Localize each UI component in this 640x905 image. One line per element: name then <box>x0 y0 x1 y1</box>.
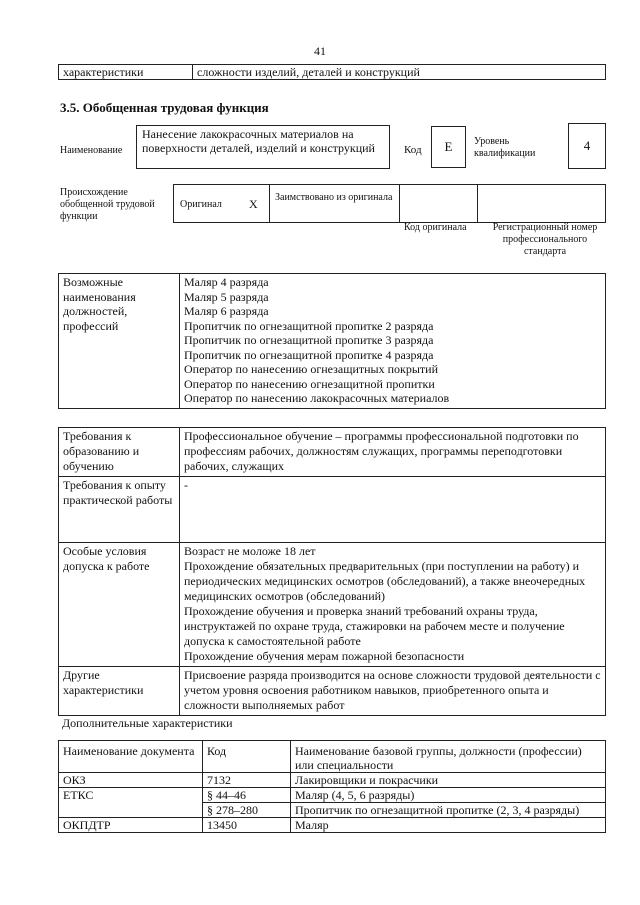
requirement-label: Другие характеристики <box>59 667 180 716</box>
row-label: характеристики <box>59 65 193 80</box>
requirement-value <box>180 428 606 477</box>
table-row <box>59 773 606 788</box>
cell-code: § 44–46 <box>203 788 291 803</box>
continuation-table <box>58 64 606 80</box>
positions-table <box>58 273 606 409</box>
requirement-line: Возраст не моложе 18 лет <box>184 544 316 558</box>
header-code: Код <box>203 741 291 773</box>
list-item: Пропитчик по огнезащитной пропитке 2 разряда <box>184 318 434 333</box>
header-name: Наименование базовой группы, должности (профессии) или специальности <box>291 741 606 773</box>
row-value: сложности изделий, деталей и конструкций <box>193 65 606 80</box>
header-doc: Наименование документа <box>59 741 203 773</box>
requirement-label: Особые условия допуска к работе <box>59 543 180 667</box>
table-row <box>59 741 606 773</box>
requirement-label: Требования к образованию и обучению <box>59 428 180 477</box>
level-value: 4 <box>568 123 606 169</box>
list-item: Маляр 4 разряда <box>184 275 269 289</box>
list-item: Маляр 5 разряда <box>184 289 269 304</box>
requirement-value <box>180 543 606 667</box>
positions-list <box>180 274 606 409</box>
positions-label: Возможные наименования должностей, профессий <box>59 274 180 409</box>
borrowed-label: Заимствовано из оригинала <box>275 192 393 203</box>
cell-code: § 278–280 <box>203 803 291 818</box>
cell-name: Лакировщики и покрасчики <box>291 773 606 788</box>
table-row <box>59 667 606 716</box>
list-item: Оператор по нанесению огнезащитной пропитки <box>184 376 435 391</box>
table-row <box>59 543 606 667</box>
section-title: 3.5. Обобщенная трудовая функция <box>60 100 269 115</box>
table-row <box>59 428 606 477</box>
cell-name: Маляр (4, 5, 6 разряды) <box>291 788 606 803</box>
requirement-line: Присвоение разряда производится на основе сложности трудовой деятельности с учетом уровня освоения работником навыков, приобретенного опыта и сложности выполняемых работ <box>184 668 601 712</box>
list-item: Пропитчик по огнезащитной пропитке 4 разряда <box>184 347 434 362</box>
reg-number-caption: Регистрационный номер профессионального стандарта <box>492 222 598 257</box>
requirements-table <box>58 427 606 716</box>
list-item: Пропитчик по огнезащитной пропитке 3 разряда <box>184 333 434 347</box>
page-number: 41 <box>314 44 326 58</box>
cell-doc: ОКПДТР <box>59 818 203 833</box>
requirement-label: Требования к опыту практической работы <box>59 477 180 543</box>
cell-doc: ОКЗ <box>59 773 203 788</box>
requirement-line: Профессиональное обучение – программы профессиональной подготовки по профессиям рабочих, должностям служащих, программы переподготовки рабочих, служащих <box>184 429 579 473</box>
cell-code: 7132 <box>203 773 291 788</box>
requirement-value <box>180 477 606 543</box>
additional-table <box>58 740 606 833</box>
table-row <box>59 65 606 80</box>
origin-label: Происхождение обобщенной трудовой функции <box>60 187 155 222</box>
level-label: Уровень квалификации <box>474 136 536 159</box>
list-item: Оператор по нанесению огнезащитных покрытий <box>184 362 439 376</box>
additional-title: Дополнительные характеристики <box>62 716 233 730</box>
name-label: Наименование <box>60 145 123 156</box>
code-original-caption: Код оригинала <box>404 222 467 233</box>
table-row <box>59 788 606 803</box>
original-label: Оригинал <box>180 199 222 210</box>
name-value: Нанесение лакокрасочных материалов на поверхности деталей, изделий и конструкций <box>136 125 390 169</box>
requirement-line: Прохождение обучения мерам пожарной безопасности <box>184 649 465 663</box>
table-row <box>59 818 606 833</box>
code-label: Код <box>404 144 422 156</box>
code-value: Е <box>431 126 466 168</box>
list-item: Оператор по нанесению лакокрасочных материалов <box>184 391 450 405</box>
list-item: Маляр 6 разряда <box>184 304 269 318</box>
cell-code: 13450 <box>203 818 291 833</box>
table-row <box>59 477 606 543</box>
requirement-line: Прохождение обучения и проверка знаний требований охраны труда, инструктажей по охране труда, стажировки на рабочем месте и получение допуска к самостоятельной работе <box>184 604 565 648</box>
cell-name: Маляр <box>291 818 606 833</box>
table-row <box>59 274 606 409</box>
cell-name: Пропитчик по огнезащитной пропитке (2, 3, 4 разряды) <box>291 803 606 818</box>
original-mark: X <box>249 197 258 211</box>
cell-doc: ЕТКС <box>59 788 203 818</box>
requirement-value <box>180 667 606 716</box>
requirement-line: - <box>184 478 188 492</box>
requirement-line: Прохождение обязательных предварительных (при поступлении на работу) и периодических медицинских осмотров (обследований), а также внеочередных медицинских осмотров (обследований) <box>184 559 586 603</box>
origin-row <box>173 184 606 223</box>
